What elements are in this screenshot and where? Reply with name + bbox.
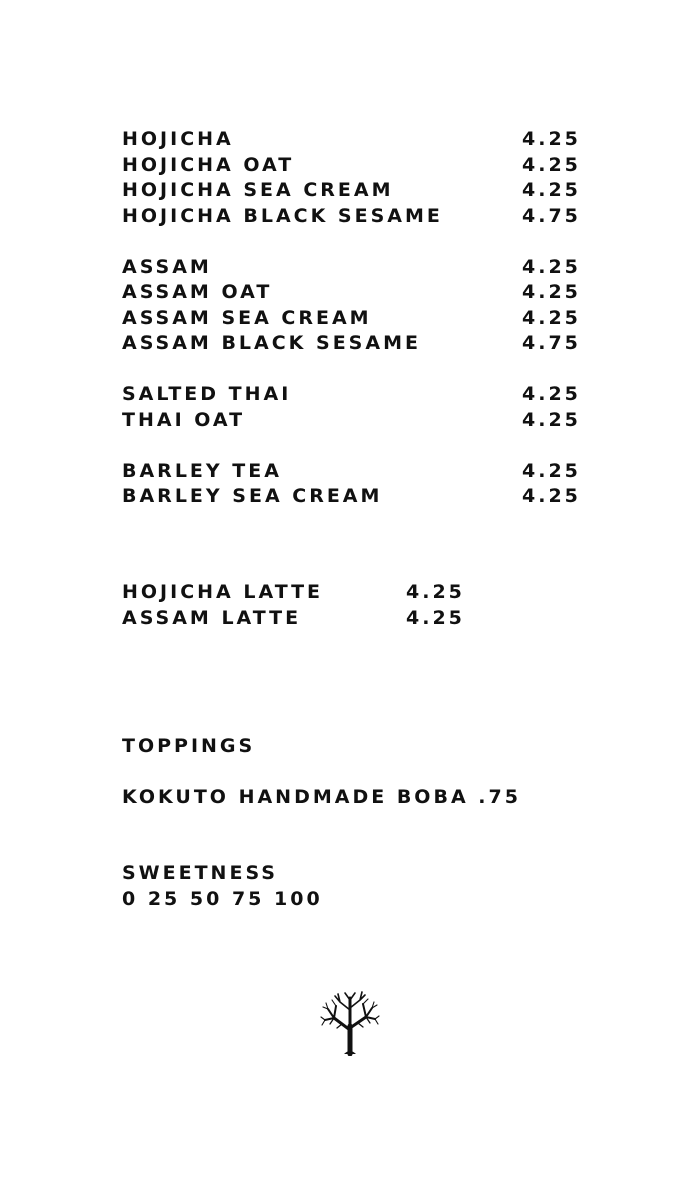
item-name: ASSAM BLACK SESAME (122, 332, 421, 354)
menu-item (0, 306, 675, 332)
item-price: 4.25 (522, 153, 581, 176)
item-price: 4.25 (522, 383, 581, 405)
menu-item (0, 331, 675, 357)
item-name: BARLEY SEA CREAM (122, 485, 383, 507)
menu-item (0, 127, 675, 153)
sweetness-heading: SWEETNESS (122, 862, 278, 884)
item-name: HOJICHA (122, 128, 234, 150)
menu-item (0, 255, 675, 281)
menu-item (0, 204, 675, 230)
item-name: HOJICHA BLACK SESAME (122, 204, 443, 227)
latte-item (0, 606, 675, 632)
item-price: 4.25 (522, 255, 581, 278)
item-price: 4.25 (522, 306, 581, 329)
item-name: BARLEY TEA (122, 459, 282, 482)
menu-item (0, 280, 675, 306)
item-name: SALTED THAI (122, 383, 292, 405)
sweetness-levels: 0 25 50 75 100 (122, 887, 323, 910)
menu-item (0, 459, 675, 485)
item-name: ASSAM OAT (122, 281, 273, 303)
item-name: THAI OAT (122, 408, 246, 431)
item-price: 4.25 (522, 408, 581, 431)
item-price: 4.75 (522, 204, 581, 227)
toppings-heading: TOPPINGS (122, 735, 256, 757)
latte-item (0, 580, 675, 606)
item-price: 4.25 (522, 459, 581, 482)
tree-icon (320, 990, 380, 1056)
item-price: 4.25 (522, 179, 581, 201)
menu-item (0, 382, 675, 408)
item-name: ASSAM LATTE (122, 606, 302, 629)
topping-item: KOKUTO HANDMADE BOBA .75 (122, 786, 521, 808)
item-price: 4.25 (406, 581, 465, 603)
item-price: 4.25 (522, 485, 581, 507)
menu-item (0, 153, 675, 179)
item-name: HOJICHA SEA CREAM (122, 179, 394, 201)
item-name: ASSAM SEA CREAM (122, 306, 372, 329)
item-price: 4.25 (522, 281, 581, 303)
item-name: ASSAM (122, 255, 212, 278)
item-price: 4.75 (522, 332, 581, 354)
item-price: 4.25 (406, 606, 465, 629)
item-name: HOJICHA OAT (122, 153, 295, 176)
menu-item (0, 178, 675, 204)
menu-item (0, 408, 675, 434)
item-name: HOJICHA LATTE (122, 581, 324, 603)
item-price: 4.25 (522, 128, 581, 150)
menu-item (0, 484, 675, 510)
